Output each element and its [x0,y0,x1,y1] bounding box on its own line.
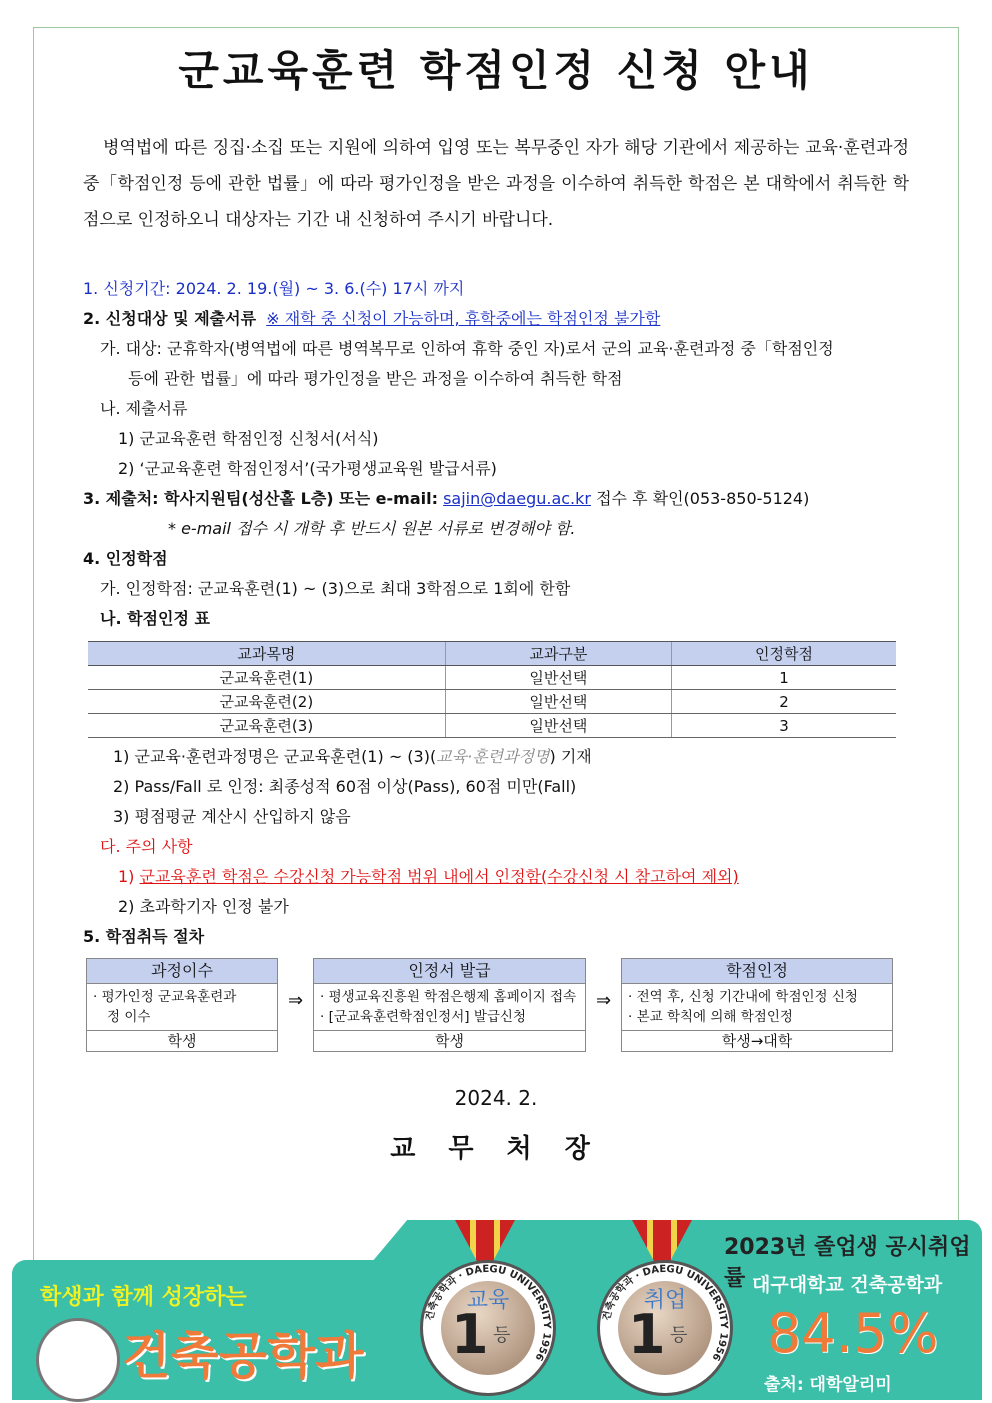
university-seal-logo [36,1318,120,1402]
medal-education-icon [420,1260,556,1396]
cell: 군교육훈련(1) [88,666,445,690]
credit-table [88,641,896,738]
cell: 일반선택 [445,714,671,738]
caution-1-num: 1) [118,867,140,886]
cell: 1 [672,666,897,690]
cell: 3 [672,714,897,738]
step-credit-recognition [621,958,893,1052]
medal-label: 취업 [643,1288,687,1313]
column-header: 교과구분 [445,642,671,666]
arrow-icon: ⇒ [596,990,612,1011]
section-2-heading: 2. 신청대상 및 제출서류 [83,309,257,328]
email-note: * e-mail 접수 시 개학 후 반드시 원본 서류로 변경해야 함. [168,519,576,538]
intro-paragraph: 병역법에 따른 징집·소집 또는 지원에 의하여 입영 또는 복무중인 자가 해당 기관에서 제공하는 교육·훈련과정 중「학점인정 등에 관한 법률」에 따라 평가인정을 받은 과정을 이수하여 취득한 학점은 본 대학에서 취득한 학점으로 인정하오니 대상자는 기간 내 신청하여 주시기 바랍니다. [83,138,909,230]
caution-1-text: 군교육훈련 학점은 수강신청 가능학점 범위 내에서 인정함(수강신청 시 참고하여 제외) [139,867,739,886]
section-3-tail: 접수 후 확인(053-850-5124) [596,489,810,508]
cell: 군교육훈련(3) [88,714,445,738]
step-certificate-issue [313,958,586,1052]
table-row [88,690,896,714]
note-2: 2) Pass/Fall 로 인정: 최종성적 60점 이상(Pass), 60점 미만(Fall) [113,777,577,796]
signer: 교 무 처 장 [390,1134,602,1164]
credit-rule: 가. 인정학점: 군교육훈련(1) ~ (3)으로 최대 3학점으로 1회에 한함 [100,579,571,598]
section-2-note: ※ 재학 중 신청이 가능하며, 휴학중에는 학점인정 불가함 [266,309,661,328]
medal-unit: 등 [493,1325,511,1346]
arrow-icon: ⇒ [288,990,304,1011]
cell: 2 [672,690,897,714]
documents-heading: 나. 제출서류 [100,399,188,418]
step-actor: 학생 [167,1032,197,1050]
medal-employment-icon [597,1260,733,1396]
step-line: · 전역 후, 신청 기간내에 학점인정 신청 [628,989,858,1005]
step-line: · 평생교육진흥원 학점은행제 홈페이지 접속 [320,989,577,1005]
page-title: 군교육훈련 학점인정 신청 안내 [178,46,814,95]
note-1-end: ) 기재 [549,747,592,766]
step-body [87,984,277,1031]
department-banner [12,1220,982,1400]
employment-rate-source: 출처: 대학알리미 [764,1375,892,1395]
step-line: · [군교육훈련학점인정서] 발급신청 [320,1009,526,1025]
column-header: 교과목명 [88,642,445,666]
step-body [314,984,585,1031]
caution-heading: 다. 주의 사항 [100,837,193,856]
step-actor: 학생 [435,1032,464,1050]
medal-ring-text: 건축공학과 · DAEGU UNIVERSITY 1956 [601,1263,730,1363]
document-2: 2) ‘군교육훈련 학점인정서’(국가평생교육원 발급서류) [118,459,497,478]
banner-department: 건축공학과 [122,1327,364,1385]
medal-label: 교육 [466,1288,510,1313]
section-3 [83,486,809,509]
caution-1 [118,864,739,887]
section-4-heading: 4. 인정학점 [83,549,168,568]
employment-rate-title: 2023년 졸업생 공시취업률 [724,1235,971,1291]
step-course-completion [86,958,278,1052]
table-row [88,714,896,738]
credit-table-heading: 나. 학점인정 표 [100,609,210,628]
note-1 [113,744,592,767]
cell: 군교육훈련(2) [88,690,445,714]
column-header: 인정학점 [672,642,897,666]
medal-rank: 1 [628,1303,666,1366]
target-line-1: 가. 대상: 군휴학자(병역법에 따른 병역복무로 인하여 휴학 중인 자)로서 군의 교육·훈련과정 중「학점인정 [100,339,834,358]
caution-2: 2) 초과학기자 인정 불가 [118,897,289,916]
medal-ring-text: 건축공학과 · DAEGU UNIVERSITY 1956 [424,1263,553,1363]
document-date: 2024. 2. [454,1086,538,1110]
section-5-heading: 5. 학점취득 절차 [83,927,205,946]
table-header-row [88,642,896,666]
email-link[interactable]: sajin@daegu.ac.kr [443,489,591,508]
step-title: 인정서 발급 [314,959,585,984]
note-3: 3) 평점평균 계산시 산입하지 않음 [113,807,351,826]
step-title: 과정이수 [87,959,277,984]
step-line: 정 이수 [107,1009,151,1025]
step-line: · 평가인정 군교육훈련과 [93,989,237,1005]
note-1-italic: 교육·훈련과정명 [436,747,550,766]
table-row [88,666,896,690]
step-line: · 본교 학칙에 의해 학점인정 [628,1009,793,1025]
banner-slogan: 학생과 함께 성장하는 [40,1285,247,1310]
section-3-heading: 3. 제출처: 학사지원팀(성산홀 L층) 또는 e-mail: [83,489,438,508]
note-1-text: 1) 군교육·훈련과정명은 군교육훈련(1) ~ (3)( [113,747,437,766]
application-period: 1. 신청기간: 2024. 2. 19.(월) ~ 3. 6.(수) 17시 까지 [83,279,465,298]
section-2 [83,306,660,329]
medal-rank: 1 [451,1303,489,1366]
step-title: 학점인정 [622,959,892,984]
cell: 일반선택 [445,690,671,714]
document-1: 1) 군교육훈련 학점인정 신청서(서식) [118,429,379,448]
step-actor: 학생→대학 [721,1032,793,1050]
employment-rate-subtitle: 대구대학교 건축공학과 [752,1274,943,1296]
step-body [622,984,892,1031]
employment-rate-value: 84.5% [767,1302,939,1365]
cell: 일반선택 [445,666,671,690]
target-line-2: 등에 관한 법률」에 따라 평가인정을 받은 과정을 이수하여 취득한 학점 [128,369,623,388]
medal-unit: 등 [670,1325,688,1346]
